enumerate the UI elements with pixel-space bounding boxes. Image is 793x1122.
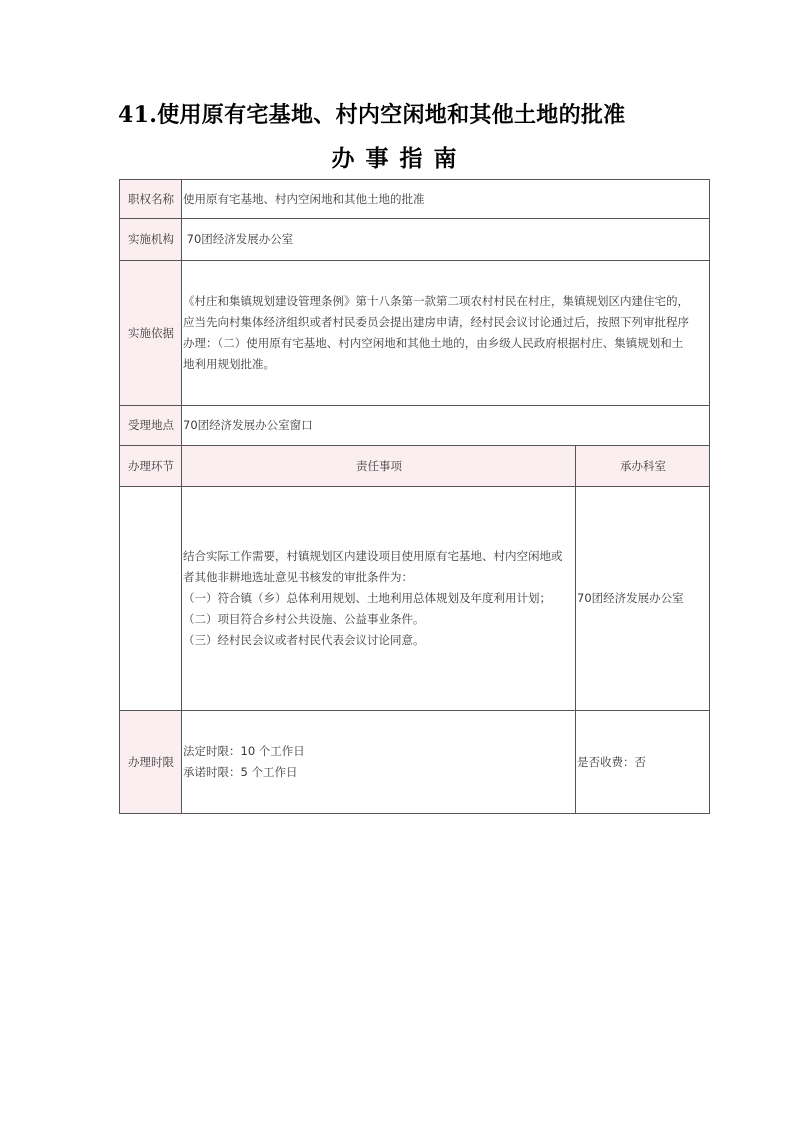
document-title: 41.使用原有宅基地、村内空闲地和其他土地的批准 <box>118 102 626 128</box>
responsibility-line: （三）经村民会议或者村民代表会议讨论同意。 <box>183 633 425 647</box>
row-location <box>120 406 710 446</box>
empty-cell <box>120 487 182 711</box>
service-guide-table <box>119 179 710 814</box>
value-basis <box>182 261 710 406</box>
document-subtitle: 办事指南 <box>331 145 468 172</box>
value-department: 70团经济发展办公室 <box>576 487 710 711</box>
row-time-limit <box>120 711 710 814</box>
header-responsibility: 责任事项 <box>182 446 576 487</box>
value-location: 70团经济发展办公室窗口 <box>182 406 710 446</box>
responsibility-line: （二）项目符合乡村公共设施、公益事业条件。 <box>183 612 425 626</box>
label-process: 办理环节 <box>120 446 182 487</box>
row-process-header <box>120 446 710 487</box>
label-basis: 实施依据 <box>120 261 182 406</box>
label-agency: 实施机构 <box>120 219 182 261</box>
row-authority-name <box>120 180 710 219</box>
row-process-content <box>120 487 710 711</box>
value-authority-name: 使用原有宅基地、村内空闲地和其他土地的批准 <box>182 180 710 219</box>
promised-time-limit: 承诺时限：5 个工作日 <box>183 765 298 779</box>
label-time-limit: 办理时限 <box>120 711 182 814</box>
row-agency <box>120 219 710 261</box>
value-responsibility <box>182 487 576 711</box>
responsibility-line: （一）符合镇（乡）总体利用规划、土地利用总体规划及年度利用计划； <box>183 591 551 605</box>
basis-line: 地利用规划批准。 <box>183 357 275 371</box>
legal-time-limit: 法定时限：10 个工作日 <box>183 744 305 758</box>
basis-line: 《村庄和集镇规划建设管理条例》第十八条第一款第二项农村村民在村庄，集镇规划区内建住宅的， <box>183 294 689 308</box>
row-basis <box>120 261 710 406</box>
value-agency: 70团经济发展办公室 <box>182 219 710 261</box>
value-time-limit <box>182 711 576 814</box>
responsibility-line: 结合实际工作需要，村镇规划区内建设项目使用原有宅基地、村内空闲地或 <box>183 549 563 563</box>
value-fee: 是否收费：否 <box>576 711 710 814</box>
responsibility-line: 者其他非耕地选址意见书核发的审批条件为： <box>183 570 413 584</box>
header-department: 承办科室 <box>576 446 710 487</box>
label-authority-name: 职权名称 <box>120 180 182 219</box>
basis-line: 应当先向村集体经济组织或者村民委员会提出建房申请，经村民会议讨论通过后，按照下列审批程序 <box>183 315 689 329</box>
basis-line: 办理：（二）使用原有宅基地、村内空闲地和其他土地的，由乡级人民政府根据村庄、集镇规划和土 <box>183 336 684 350</box>
label-location: 受理地点 <box>120 406 182 446</box>
